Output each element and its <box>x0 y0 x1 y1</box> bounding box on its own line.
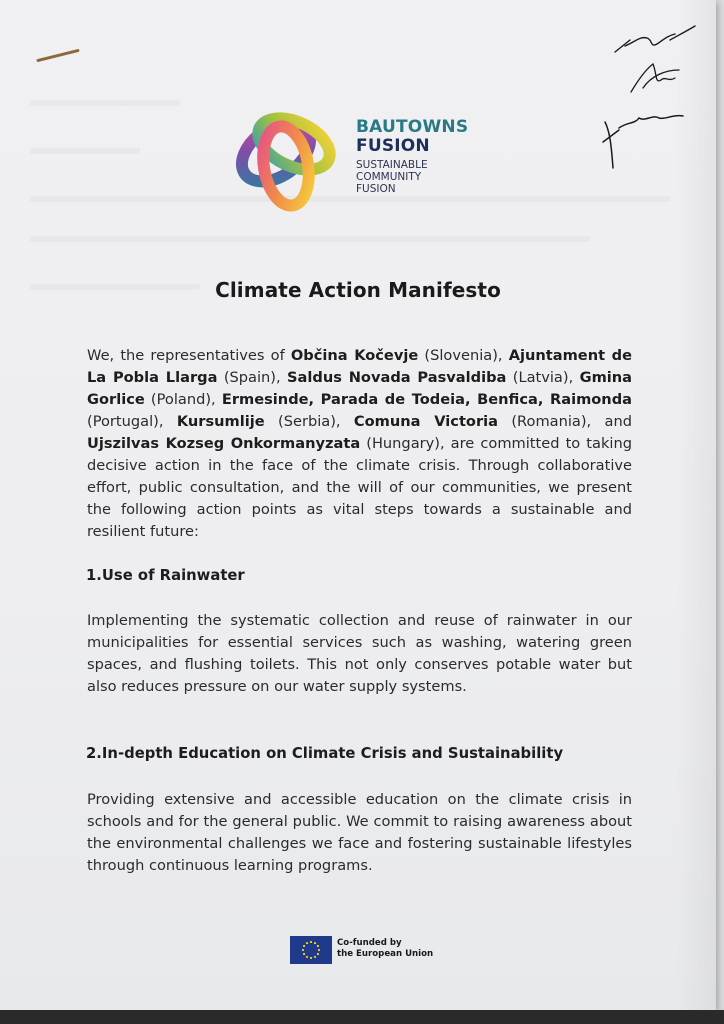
intro-paragraph <box>87 345 632 543</box>
eu-line1: Co-funded by <box>337 938 402 948</box>
municipality-name: Gmina Gorlice <box>87 369 633 408</box>
section-number: 2. <box>86 745 102 762</box>
eu-star <box>318 949 320 951</box>
brand-name <box>356 118 468 156</box>
section-title: Use of Rainwater <box>101 567 245 584</box>
municipality-name: Ermesinde, Parada de Todeia, Benfica, Raimonda <box>221 391 632 408</box>
section-number: 1. <box>86 567 102 584</box>
brand-logo <box>228 96 490 216</box>
bleed-through-text <box>30 236 590 242</box>
section-title: In-depth Education on Climate Crisis and Sustainability <box>101 745 564 762</box>
intro-text: (Serbia), <box>264 413 354 430</box>
municipality-name: Kursumlije <box>176 413 265 430</box>
eu-star <box>317 953 319 955</box>
section-heading <box>86 567 646 584</box>
intro-text: (Romania), and <box>498 413 632 430</box>
eu-star <box>314 956 316 958</box>
intro-text: (Hungary), are committed to taking decisive action in the face of the climate crisis. Through collaborative effort, public consultation, and the will of our communities, we present the following action points as vital steps towards a sustainable and resilient future: <box>87 435 632 540</box>
municipality-name: Comuna Victoria <box>353 413 498 430</box>
brand-tagline-line: FUSION <box>356 183 396 195</box>
brand-name-line2: FUSION <box>356 136 430 156</box>
municipality-name: Saldus Novada Pasvaldiba <box>287 369 507 386</box>
section-body: Providing extensive and accessible education on the climate crisis in schools and for the general public. We commit to raising awareness about the environmental challenges we face and fostering sustainable lifestyles through continuous learning programs. <box>87 791 632 874</box>
brand-name-line1: BAUTOWNS <box>356 117 469 137</box>
section-heading <box>86 745 646 762</box>
brand-tagline-line: SUSTAINABLE <box>356 159 428 171</box>
brand-tagline <box>356 159 468 195</box>
municipality-name: Ajuntament de La Pobla Llarga <box>87 347 632 386</box>
table-surface <box>0 1010 724 1024</box>
eu-star <box>310 941 312 943</box>
intro-text: (Slovenia), <box>418 347 509 364</box>
brand-tagline-line: COMMUNITY <box>356 171 422 183</box>
municipality-name: Občina Kočevje <box>290 347 419 364</box>
eu-star <box>302 949 304 951</box>
bleed-through-text <box>30 148 140 154</box>
eu-star <box>306 942 308 944</box>
interlocking-rings-logo-icon <box>228 96 348 216</box>
intro-text: We, the representatives of <box>87 347 291 364</box>
municipality-name: Ujszilvas Kozseg Onkormanyzata <box>87 435 361 452</box>
handwritten-signature <box>595 22 705 172</box>
section-body: Implementing the systematic collection and reuse of rainwater in our municipalities for essential services such as washing, watering green spaces, and flushing toilets. This not only conserves potable water but also reduces pressure on our water supply systems. <box>87 612 632 695</box>
eu-star <box>310 957 312 959</box>
eu-star <box>317 945 319 947</box>
eu-star <box>306 956 308 958</box>
intro-text: (Spain), <box>217 369 288 386</box>
intro-text: (Latvia), <box>506 369 580 386</box>
eu-funding-text <box>337 938 457 960</box>
document-title: Climate Action Manifesto <box>215 278 501 302</box>
eu-star <box>303 953 305 955</box>
eu-star <box>303 945 305 947</box>
intro-text: (Portugal), <box>87 413 177 430</box>
eu-line2: the European Union <box>337 949 434 959</box>
eu-star <box>314 942 316 944</box>
pencil-mark <box>36 49 79 63</box>
intro-text: (Poland), <box>144 391 222 408</box>
brand-text <box>356 118 468 195</box>
eu-flag-icon <box>290 936 332 964</box>
bleed-through-text <box>30 100 180 106</box>
